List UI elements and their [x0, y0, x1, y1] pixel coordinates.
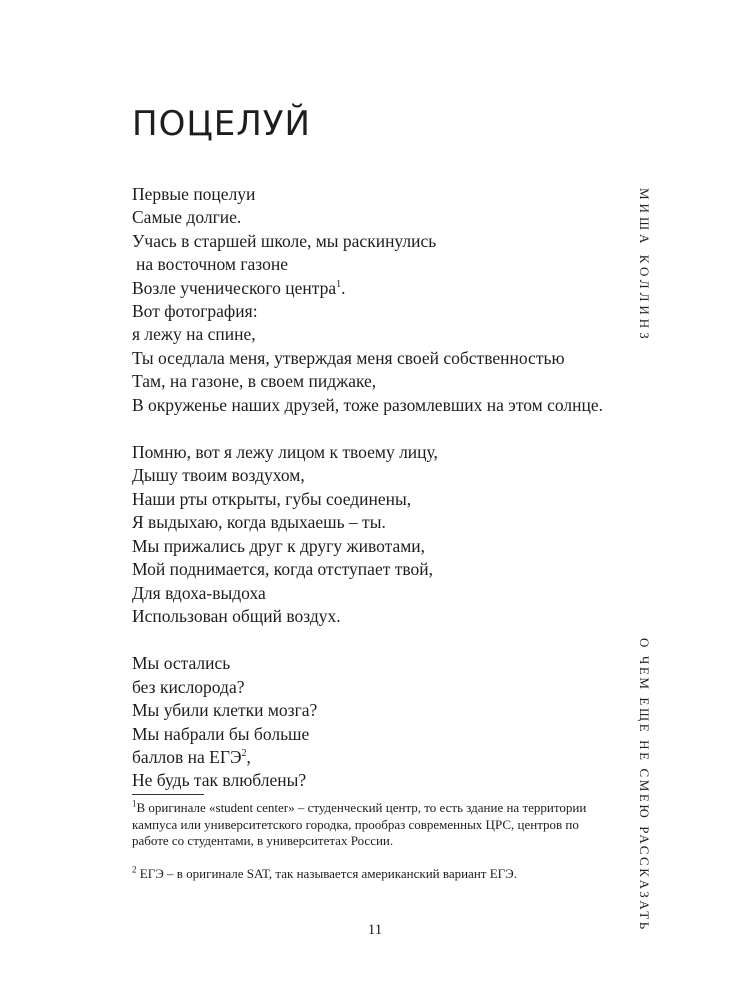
poem-line: Первые поцелуи [132, 184, 256, 204]
poem-line: Самые долгие. [132, 207, 242, 228]
stanza-3 [132, 652, 612, 792]
stanza-1 [132, 183, 612, 417]
poem-line: Ты оседлала меня, утверждая меня своей собственностью [132, 347, 565, 368]
footnote-number: 2 [132, 864, 137, 875]
poem-line: на восточном газоне [136, 254, 288, 275]
running-header-book-title: О ЧЕМ ЕЩЕ НЕ СМЕЮ РАССКАЗАТЬ [637, 638, 652, 932]
poem-line: Вот фотография: [132, 301, 258, 322]
poem-line: Использован общий воздух. [132, 605, 341, 626]
page-number: 11 [367, 922, 383, 938]
poem-line: Возле ученического центра$^1$. [132, 277, 346, 298]
footnote-number: 1 [132, 798, 137, 809]
poem-line: Мы набрали бы больше [132, 723, 310, 744]
poem-line: Мы остались [132, 653, 231, 674]
poem-line: Я выдыхаю, когда вдыхаешь – ты. [132, 512, 386, 533]
poem-title: ПОЦЕЛУЙ [132, 104, 311, 144]
poem-line: Мы убили клетки мозга? [132, 700, 318, 721]
poem-line: Мы прижались друг к другу животами, [132, 535, 426, 556]
poem-line: я лежу на спине, [132, 324, 256, 345]
footnotes [132, 800, 602, 898]
poem-line: Дышу твоим воздухом, [132, 465, 305, 486]
poem-line: Там, на газоне, в своем пиджаке, [132, 371, 377, 392]
poem-line: Наши рты открыты, губы соединены, [132, 488, 412, 509]
footnote-marker[interactable]: 2 [241, 748, 247, 760]
poem-body [132, 183, 612, 817]
stanza-2 [132, 441, 612, 628]
poem-line: Мой поднимается, когда отступает твой, [132, 559, 434, 580]
footnote-divider [132, 794, 204, 795]
running-header-author: МИША КОЛЛИНЗ [637, 188, 652, 343]
poem-line: Для вдоха-выдоха [132, 582, 266, 603]
footnote-2: $^2$ ЕГЭ – в оригинале SAT, так называется американский вариант ЕГЭ. [132, 864, 518, 881]
footnote-marker[interactable]: 1 [336, 278, 342, 290]
poem-line: Помню, вот я лежу лицом к твоему лицу, [132, 442, 438, 463]
poem-line: Не будь так влюблены? [132, 770, 307, 791]
poem-line: Учась в старшей школе, мы раскинулись [132, 230, 437, 251]
poem-line: баллов на ЕГЭ$^2$, [132, 746, 251, 767]
poem-line: В окруженье наших друзей, тоже разомлевших на этом солнце. [132, 394, 603, 415]
footnote-1: $^1$В оригинале «student center» – студенческий центр, то есть здание на территории кампуса или университетского городка, прообраз современных ЦРС, центров по работе со студентами, в университетах России. [132, 798, 587, 848]
poem-line: без кислорода? [132, 676, 245, 697]
